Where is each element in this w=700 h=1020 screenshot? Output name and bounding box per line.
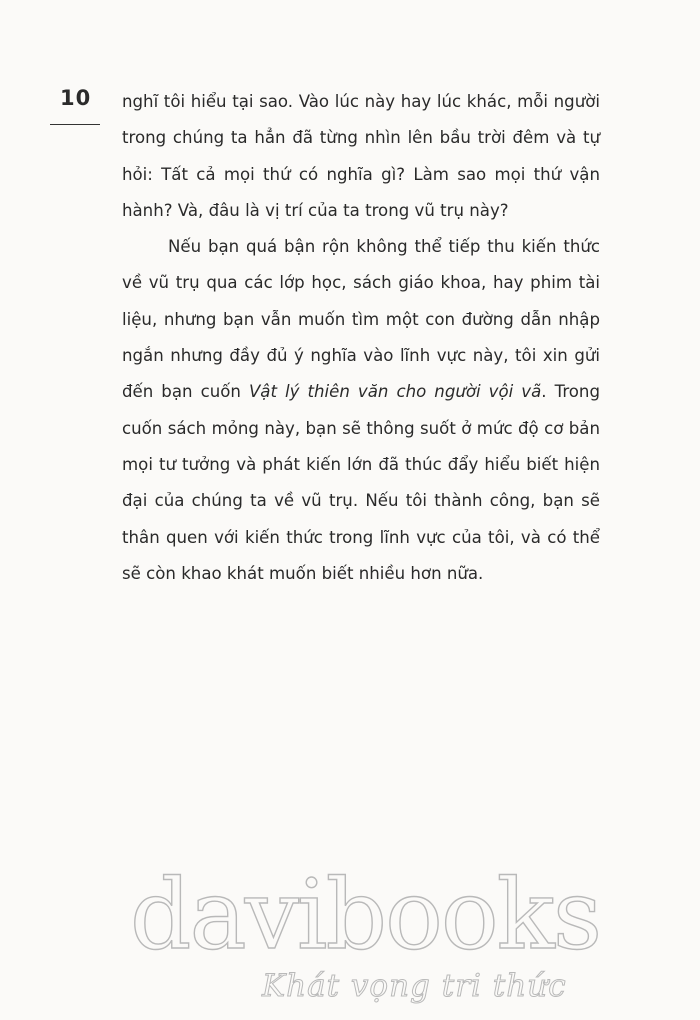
paragraph-2-lead: Nếu bạn quá bận rộn không thể tiếp thu kiến thức về vũ trụ qua các lớp học, sách giáo khoa, hay phim tài liệu, nhưng bạn vẫn muốn tìm một con đường dẫn nhập ngắn nhưng đầy đủ ý nghĩa vào lĩnh vực này, tôi xin gửi đến bạn cuốn xyxy=(122,237,600,402)
body-text xyxy=(122,84,600,592)
paragraph-2 xyxy=(122,229,600,592)
watermark-tagline: Khát vọng tri thức xyxy=(262,968,567,1004)
paragraph-2-rest: . Trong cuốn sách mỏng này, bạn sẽ thông suốt ở mức độ cơ bản mọi tư tưởng và phát kiến lớn đã thúc đẩy hiểu biết hiện đại của chúng ta về vũ trụ. Nếu tôi thành công, bạn sẽ thân quen với kiến thức trong lĩnh vực của tôi, và có thể sẽ còn khao khát muốn biết nhiều hơn nữa. xyxy=(122,382,600,583)
paragraph-1: nghĩ tôi hiểu tại sao. Vào lúc này hay lúc khác, mỗi người trong chúng ta hẳn đã từng nhìn lên bầu trời đêm và tự hỏi: Tất cả mọi thứ có nghĩa gì? Làm sao mọi thứ vận hành? Và, đâu là vị trí của ta trong vũ trụ này? xyxy=(122,92,600,220)
page-number: 10 xyxy=(60,86,92,110)
watermark-brand: davibooks xyxy=(130,859,601,971)
page-number-rule xyxy=(50,124,100,125)
book-title: Vật lý thiên văn cho người vội vã xyxy=(248,382,542,402)
watermark xyxy=(0,860,700,1020)
